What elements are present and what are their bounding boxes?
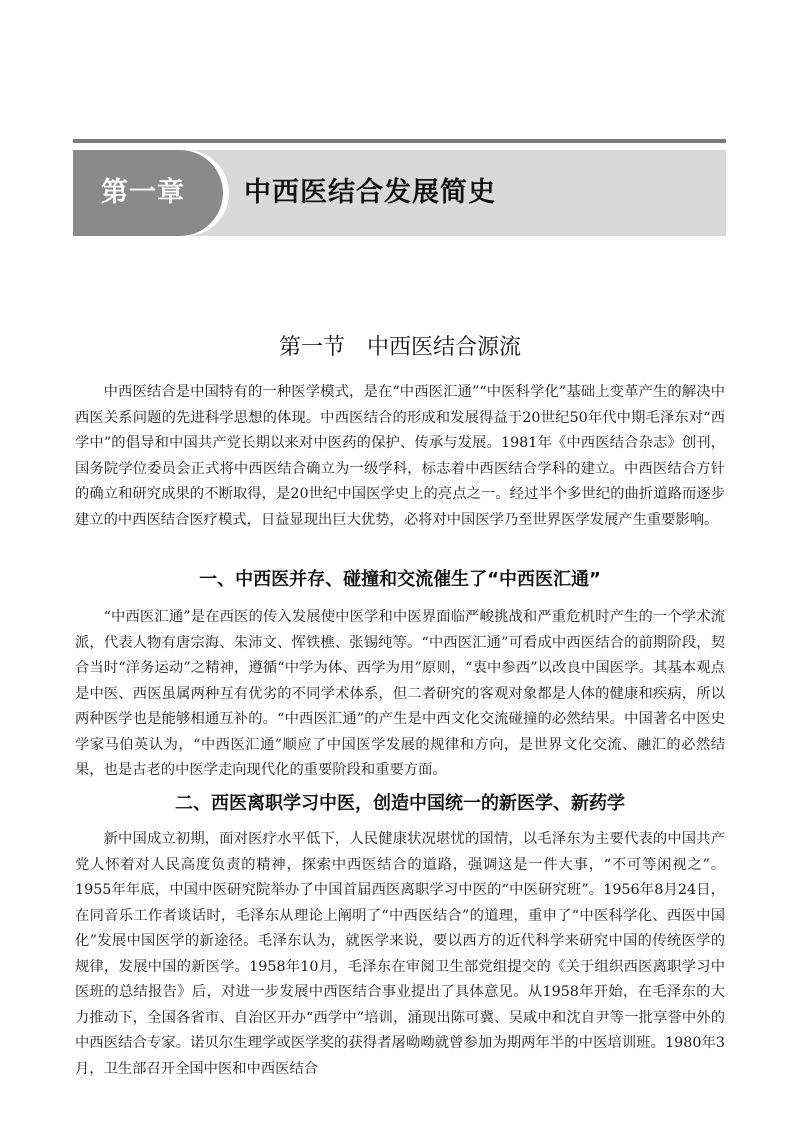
heading-part-2: 二、西医离职学习中医，创造中国统一的新医学、新药学 <box>175 793 625 814</box>
chapter-label: 第一章 <box>101 177 185 208</box>
part-2-paragraph: 新中国成立初期，面对医疗水平低下，人民健康状况堪忧的国情，以毛泽东为主要代表的中国共产党人怀着对人民高度负责的精神，探索中西医结合的道路，强调这是一件大事，“不可等闲视之”。1955年年底，中国中医研究院举办了中国首届西医离职学习中医的“中医研究班”。1956年8月24日，在同音乐工作者谈话时，毛泽东从理论上阐明了“中西医结合”的道理，重申了“中医科学化、西医中国化”发展中国医学的新途径。毛泽东认为，就医学来说，要以西方的近代科学来研究中国的传统医学的规律，发展中国的新医学。1958年10月，毛泽东在审阅卫生部党组提交的《关于组织西医离职学习中医班的总结报告》后，对进一步发展中西医结合事业提出了具体意见。从1958年开始，在毛泽东的大力推动下，全国各省市、自治区开办“西学中”培训，涌现出陈可冀、吴咸中和沈自尹等一批享誉中外的中西医结合专家。诺贝尔生理学或医学奖的获得者屠呦呦就曾参加为期两年半的中医培训班。1980年3月，卫生部召开全国中医和中西医结合 <box>75 831 725 1077</box>
section-title: 第一节 中西医结合源流 <box>278 335 521 360</box>
top-rule <box>73 139 726 143</box>
part-1-paragraph: “中西医汇通”是在西医的传入发展使中医学和中医界面临严峻挑战和严重危机时产生的一个学术流派，代表人物有唐宗海、朱沛文、恽铁樵、张锡纯等。“中西医汇通”可看成中西医结合的前期阶段，契合当时“洋务运动”之精神，遵循“中学为体、西学为用”原则，“衷中参西”以改良中国医学。其基本观点是中医、西医虽属两种互有优劣的不同学术体系，但二者研究的客观对象都是人体的健康和疾病，所以两种医学也是能够相通互补的。“中西医汇通”的产生是中西文化交流碰撞的必然结果。中国著名中医史学家马伯英认为，“中西医汇通”顺应了中国医学发展的规律和方向，是世界文化交流、融汇的必然结果，也是古老的中医学走向现代化的重要阶段和重要方面。 <box>75 609 725 778</box>
heading-part-1: 一、中西医并存、碰撞和交流催生了“中西医汇通” <box>199 569 601 590</box>
chapter-title: 中西医结合发展简史 <box>244 177 496 208</box>
intro-paragraph: 中西医结合是中国特有的一种医学模式，是在“中西医汇通”“中医科学化”基础上变革产生的解决中西医关系问题的先进科学思想的体现。中西医结合的形成和发展得益于20世纪50年代中期毛泽东对“西学中”的倡导和中国共产党长期以来对中医药的保护、传承与发展。1981年《中西医结合杂志》创刊，国务院学位委员会正式将中西医结合确立为一级学科，标志着中西医结合学科的建立。中西医结合方针的确立和研究成果的不断取得，是20世纪中国医学史上的亮点之一。经过半个多世纪的曲折道路而逐步建立的中西医结合医疗模式，日益显现出巨大优势，必将对中国医学乃至世界医学发展产生重要影响。 <box>75 384 725 528</box>
